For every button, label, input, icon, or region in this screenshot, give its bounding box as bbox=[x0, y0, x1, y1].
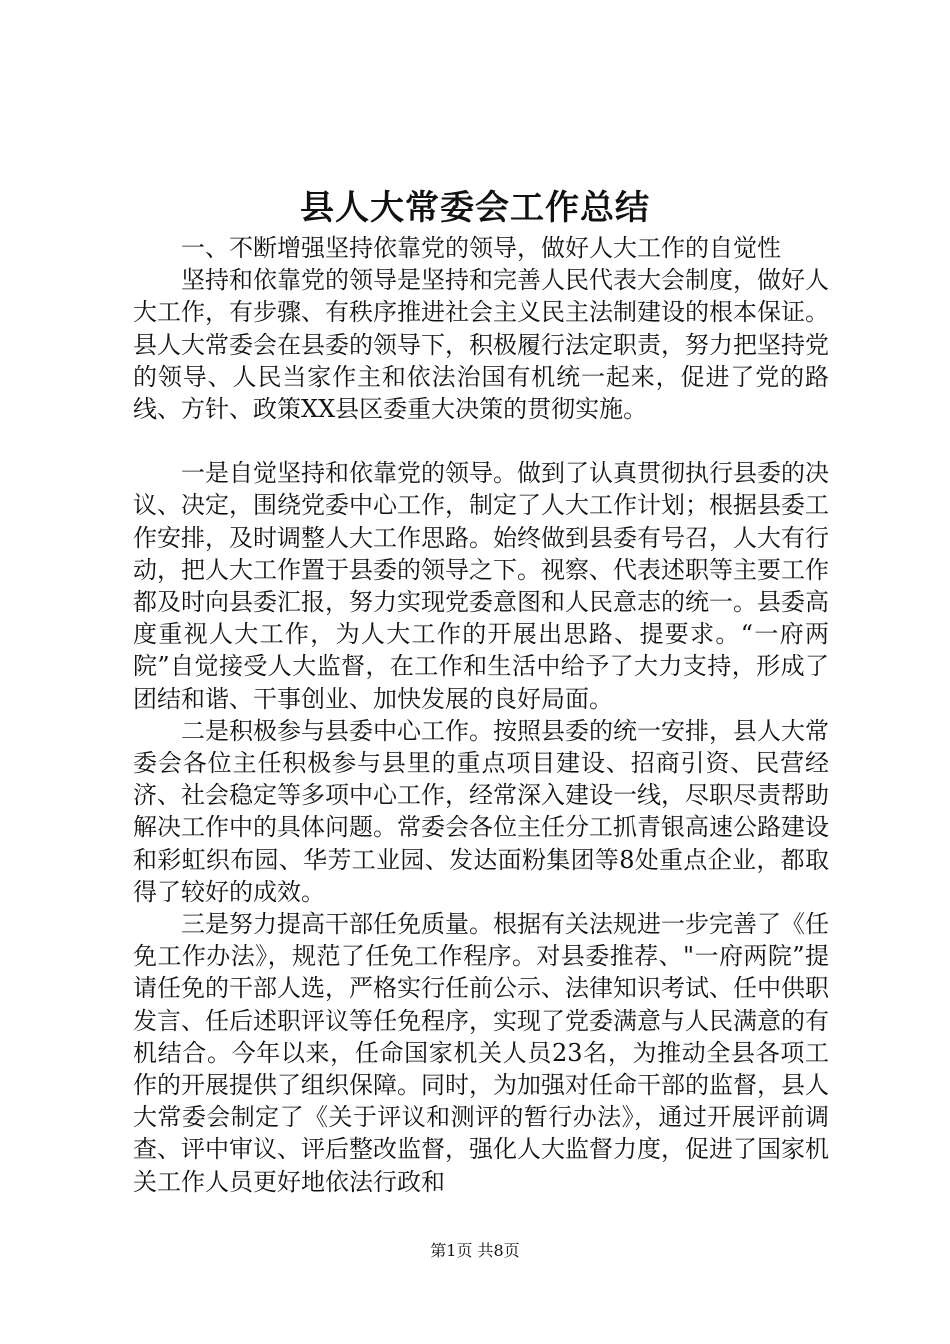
paragraph: 三是努力提高干部任免质量。根据有关法规进一步完善了《任免工作办法》，规范了任免工作程序。对县委推荐、"一府两院”提请任免的干部人选，严格实行任前公示、法律知识考试、任中供职发言、任后述职评议等任免程序，实现了党委满意与人民满意的有机结合。今年以来，任命国家机关人员23名，为推动全县各项工作的开展提供了组织保障。同时，为加强对任命干部的监督，县人大常委会制定了《关于评议和测评的暂行办法》，通过开展评前调查、评中审议、评后整改监督，强化人大监督力度，促进了国家机关工作人员更好地依法行政和 bbox=[133, 910, 829, 1196]
page-number-footer: 第1页 共8页 bbox=[430, 1241, 520, 1260]
document-body bbox=[133, 232, 829, 1198]
section-heading: 一、不断增强坚持依靠党的领导，做好人大工作的自觉性 bbox=[181, 234, 781, 262]
paragraph: 一是自觉坚持和依靠党的领导。做到了认真贯彻执行县委的决议、决定，围绕党委中心工作，制定了人大工作计划；根据县委工作安排，及时调整人大工作思路。始终做到县委有号召，人大有行动，把人大工作置于县委的领导之下。视察、代表述职等主要工作都及时向县委汇报，努力实现党委意图和人民意志的统一。县委高度重视人大工作，为人大工作的开展出思路、提要求。“一府两院”自觉接受人大监督，在工作和生活中给予了大力支持，形成了团结和谐、干事创业、加快发展的良好局面。 bbox=[133, 459, 829, 713]
paragraph: 二是积极参与县委中心工作。按照县委的统一安排，县人大常委会各位主任积极参与县里的重点项目建设、招商引资、民营经济、社会稳定等多项中心工作，经常深入建设一线，尽职尽责帮助解决工作中的具体问题。常委会各位主任分工抓青银高速公路建设和彩虹织布园、华芳工业园、发达面粉集团等8处重点企业，都取得了较好的成效。 bbox=[133, 716, 829, 906]
document-title: 县人大常委会工作总结 bbox=[300, 188, 650, 228]
paragraph: 坚持和依靠党的领导是坚持和完善人民代表大会制度，做好人大工作，有步骤、有秩序推进社会主义民主法制建设的根本保证。县人大常委会在县委的领导下，积极履行法定职责，努力把坚持党的领导、人民当家作主和依法治国有机统一起来，促进了党的路线、方针、政策XX县区委重大决策的贯彻实施。 bbox=[133, 266, 829, 424]
